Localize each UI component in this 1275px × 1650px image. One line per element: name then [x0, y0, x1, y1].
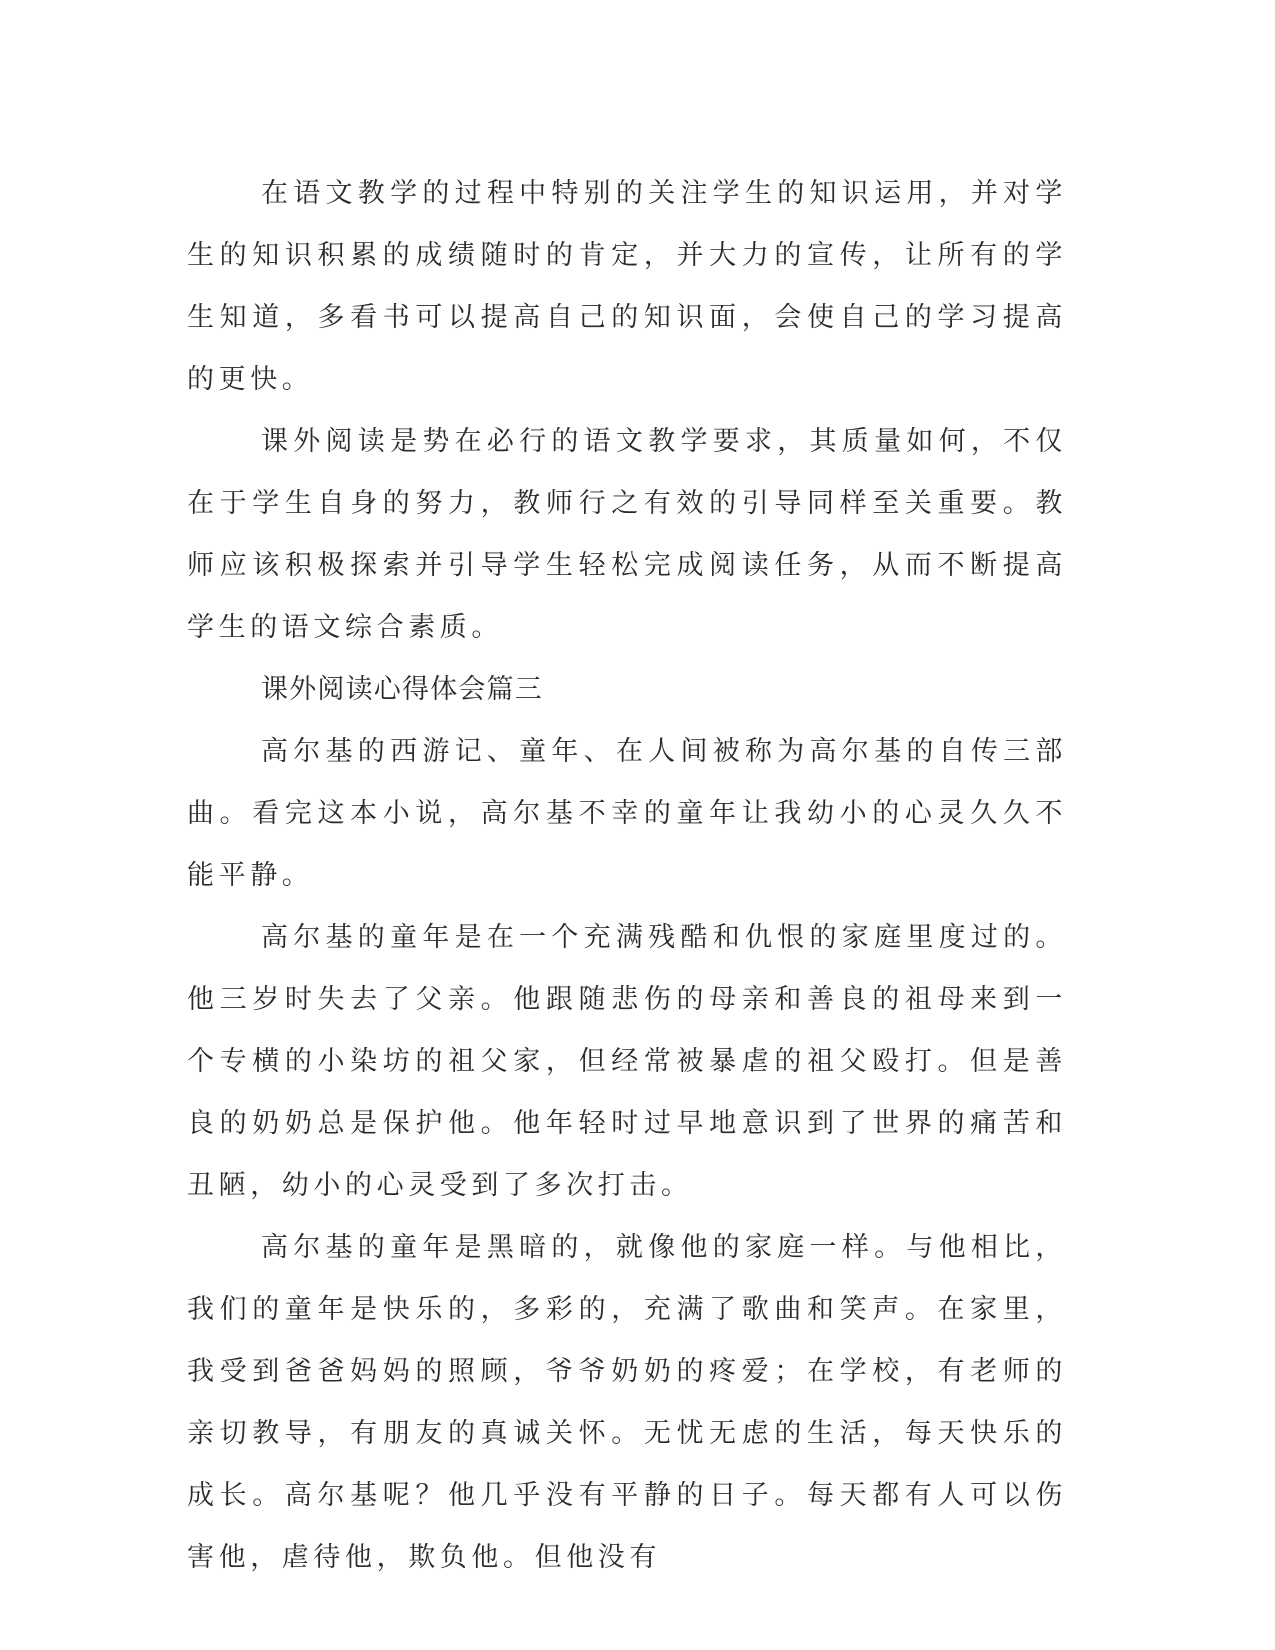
paragraph-knowledge-use: 在语文教学的过程中特别的关注学生的知识运用，并对学生的知识积累的成绩随时的肯定，并大力的宣传，让所有的学生知道，多看书可以提高自己的知识面，会使自己的学习提高的更快。	[187, 178, 1067, 395]
paragraph-gorky-childhood: 高尔基的童年是在一个充满残酷和仇恨的家庭里度过的。他三岁时失去了父亲。他跟随悲伤的母亲和善良的祖母来到一个专横的小染坊的祖父家，但经常被暴虐的祖父殴打。但是善良的奶奶总是保护他。他年轻时过早地意识到了世界的痛苦和丑陋，幼小的心灵受到了多次打击。	[187, 922, 1067, 1201]
paragraph-gorky-trilogy: 高尔基的西游记、童年、在人间被称为高尔基的自传三部曲。看完这本小说，高尔基不幸的童年让我幼小的心灵久久不能平静。	[187, 736, 1067, 891]
paragraph-childhood-comparison: 高尔基的童年是黑暗的，就像他的家庭一样。与他相比，我们的童年是快乐的，多彩的，充满了歌曲和笑声。在家里，我受到爸爸妈妈的照顾，爷爷奶奶的疼爱；在学校，有老师的亲切教导，有朋友的真诚关怀。无忧无虑的生活，每天快乐的成长。高尔基呢？他几乎没有平静的日子。每天都有人可以伤害他，虐待他，欺负他。但他没有	[187, 1232, 1067, 1573]
document-body	[187, 163, 1067, 1589]
paragraph-extracurricular-reading: 课外阅读是势在必行的语文教学要求，其质量如何，不仅在于学生自身的努力，教师行之有效的引导同样至关重要。教师应该积极探索并引导学生轻松完成阅读任务，从而不断提高学生的语文综合素质。	[187, 426, 1067, 643]
section-heading: 课外阅读心得体会篇三	[261, 674, 543, 705]
